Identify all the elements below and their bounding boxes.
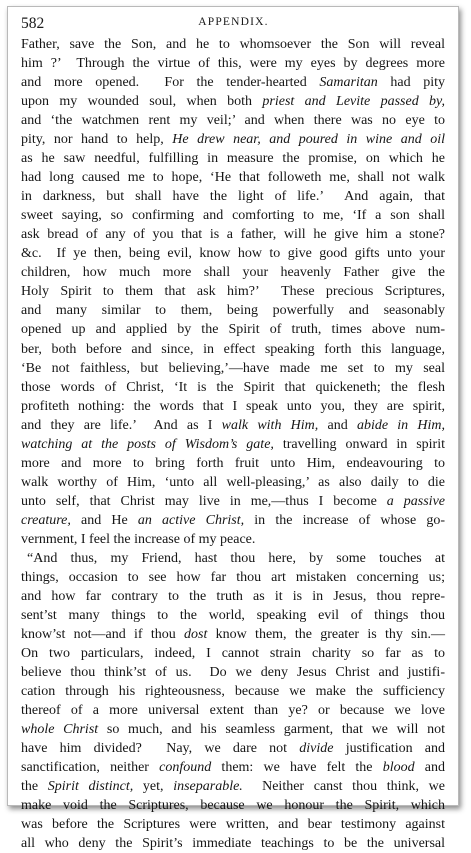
text-span: unto self, that Christ may live in me,—thus I become bbox=[21, 493, 387, 509]
text-span: cation through his righteousness, because we make the sufficiency bbox=[21, 684, 445, 700]
text-span: opened up and applied by the Spirit of truth, times above num- bbox=[21, 322, 445, 338]
italic-text: inseparable. bbox=[173, 779, 243, 795]
text-span: in the increase of whose go- bbox=[244, 512, 445, 528]
text-span: Father, save the Son, and he to whomsoever the Son will reveal bbox=[21, 37, 445, 52]
text-span: and bbox=[414, 760, 445, 776]
text-line bbox=[21, 644, 445, 663]
italic-text: abide in Him, bbox=[356, 417, 446, 433]
text-line bbox=[21, 130, 445, 149]
text-line bbox=[21, 340, 445, 359]
text-line bbox=[21, 663, 445, 682]
text-line bbox=[21, 206, 445, 225]
book-page bbox=[7, 6, 459, 852]
text-line bbox=[21, 225, 445, 244]
text-span: profiteth nothing: the words that I speak unto you, they are spirit, bbox=[21, 398, 445, 414]
italic-text: Samaritan bbox=[319, 75, 378, 91]
text-span: and He bbox=[70, 512, 138, 528]
text-line bbox=[21, 815, 445, 834]
italic-text: walk with Him, bbox=[221, 417, 319, 433]
text-span: sent’st many things to the world, speaking evil of things thou bbox=[21, 607, 445, 623]
text-line bbox=[21, 359, 445, 378]
text-span: and how far contrary to the truth as it is in Jesus, thou repre- bbox=[21, 588, 445, 604]
text-line bbox=[21, 263, 445, 282]
text-line bbox=[21, 378, 445, 397]
text-span: know’st not—and if thou bbox=[21, 626, 185, 642]
text-line bbox=[21, 606, 445, 625]
italic-text: confound bbox=[159, 760, 212, 776]
text-span: in darkness, but shall have the light of life.’ And again, that bbox=[21, 189, 445, 205]
text-line bbox=[21, 549, 445, 568]
italic-text: Spirit distinct, bbox=[47, 779, 134, 795]
italic-text: blood bbox=[382, 760, 415, 776]
text-line bbox=[21, 701, 445, 720]
text-span: believe thou think’st of us. Do we deny Jesus Christ and justifi- bbox=[21, 665, 445, 681]
text-span: them: we have felt the bbox=[211, 760, 383, 776]
text-span: ber, both before and since, in effect speaking forth this language, bbox=[21, 341, 445, 357]
italic-text: divide bbox=[299, 741, 334, 757]
text-span: and bbox=[318, 417, 357, 433]
page-number: 582 bbox=[21, 15, 45, 32]
text-line bbox=[21, 187, 445, 206]
text-span: vernment, I feel the increase of my peace. bbox=[21, 531, 256, 547]
text-span: &c. If ye then, being evil, know how to give good gifts unto your bbox=[21, 246, 445, 262]
text-span: and they are life.’ And as I bbox=[21, 417, 222, 433]
text-line bbox=[21, 454, 445, 473]
text-line bbox=[21, 587, 445, 606]
text-span: had long caused me to hope, ‘He that followeth me, shall not walk bbox=[21, 170, 445, 186]
text-span: Holy Spirit to them that ask him?’ These precious Scriptures, bbox=[21, 284, 445, 300]
text-span: yet, bbox=[133, 779, 174, 795]
text-line bbox=[21, 758, 445, 777]
text-line bbox=[21, 301, 445, 320]
text-span: have him divided? Nay, we dare not bbox=[21, 741, 300, 757]
text-line bbox=[21, 244, 445, 263]
italic-text: watching at the posts of Wisdom’s gate, bbox=[21, 436, 274, 452]
text-span: pity, nor hand to help, bbox=[21, 132, 173, 148]
text-line bbox=[21, 777, 445, 796]
italic-text: creature, bbox=[21, 512, 71, 528]
text-line bbox=[21, 834, 445, 853]
text-span: On two particulars, indeed, I cannot strain charity so far as to bbox=[21, 646, 445, 661]
text-line bbox=[21, 473, 445, 492]
text-span: sweet saying, so confirming and comforting to me, ‘If a son shall bbox=[21, 208, 445, 224]
text-span: thereof of a more universal extent than ye? or because we love bbox=[21, 703, 445, 719]
text-line bbox=[21, 320, 445, 339]
text-line bbox=[21, 682, 445, 701]
italic-text: priest and Levite passed by, bbox=[262, 94, 446, 110]
text-line bbox=[21, 54, 445, 73]
text-line bbox=[21, 73, 445, 92]
italic-text: a passive bbox=[386, 493, 445, 509]
text-span: walk worthy of Him, ‘unto all well-pleasing,’ as also daily to die bbox=[21, 474, 445, 490]
text-line bbox=[21, 739, 445, 758]
text-line bbox=[21, 796, 445, 815]
text-line bbox=[21, 625, 445, 644]
text-span: know them, the greater is thy sin.— bbox=[207, 626, 445, 642]
text-span: children, how much more shall your heavenly Father give the bbox=[21, 265, 445, 281]
page-header bbox=[21, 13, 446, 33]
body-text bbox=[21, 35, 445, 853]
text-span: justification and bbox=[333, 741, 445, 757]
text-line bbox=[21, 397, 445, 416]
text-span: upon my wounded soul, when both bbox=[21, 94, 263, 110]
text-span: things, occasion to see how far thou art mistaken concerning us; bbox=[21, 569, 445, 585]
text-line bbox=[21, 111, 445, 130]
text-span: “And thus, my Friend, hast thou here, by some touches at bbox=[27, 550, 445, 566]
text-line bbox=[21, 530, 445, 549]
text-line bbox=[21, 720, 445, 739]
text-line bbox=[21, 568, 445, 587]
text-line bbox=[21, 282, 445, 301]
text-span: him ?’ Through the virtue of this, were my eyes by degrees more bbox=[21, 56, 445, 72]
text-span: ‘Be not faithless, but believing,’—have made me set to my seal bbox=[21, 360, 445, 376]
text-span: as he saw needful, fulfilling in measure the promise, on which he bbox=[21, 151, 445, 167]
italic-text: dost bbox=[184, 626, 208, 642]
text-span: and ‘the watchmen rent my veil;’ and when there was no eye to bbox=[21, 113, 445, 129]
text-line bbox=[21, 35, 445, 54]
text-span: so much, and his seamless garment, that we will not bbox=[98, 722, 445, 738]
text-span: those words of Christ, ‘It is the Spirit that quickeneth; the flesh bbox=[21, 379, 445, 395]
text-line bbox=[21, 168, 445, 187]
text-span: Neither canst thou think, we bbox=[242, 779, 445, 795]
italic-text: whole Christ bbox=[21, 722, 99, 738]
italic-text: He drew near, and poured in wine and oil bbox=[172, 132, 445, 148]
text-line bbox=[21, 511, 445, 530]
italic-text: an active Christ, bbox=[137, 512, 245, 528]
text-span: travelling onward in spirit bbox=[273, 436, 446, 452]
text-span: was before the Scriptures were written, and bear testimony against bbox=[21, 817, 445, 833]
text-span: more and more to bring forth fruit unto Him, endeavouring to bbox=[21, 455, 445, 471]
text-span: sanctification, neither bbox=[21, 760, 160, 776]
text-line bbox=[21, 92, 445, 111]
text-line bbox=[21, 416, 445, 435]
text-line bbox=[21, 492, 445, 511]
text-span: all who deny the Spirit’s immediate teachings to be the universal bbox=[21, 836, 445, 852]
text-line bbox=[21, 149, 445, 168]
text-span: and many similar to them, being powerfully and seasonably bbox=[21, 303, 445, 319]
text-span: make void the Scriptures, because we honour the Spirit, which bbox=[21, 798, 445, 814]
text-span: had pity bbox=[377, 75, 445, 91]
text-span: the bbox=[21, 779, 48, 795]
text-span: and more opened. For the tender-hearted bbox=[21, 75, 320, 91]
text-line bbox=[21, 435, 445, 454]
running-title: APPENDIX. bbox=[198, 16, 269, 28]
text-span: ask bread of any of you that is a father, will he give him a stone? bbox=[21, 227, 445, 243]
